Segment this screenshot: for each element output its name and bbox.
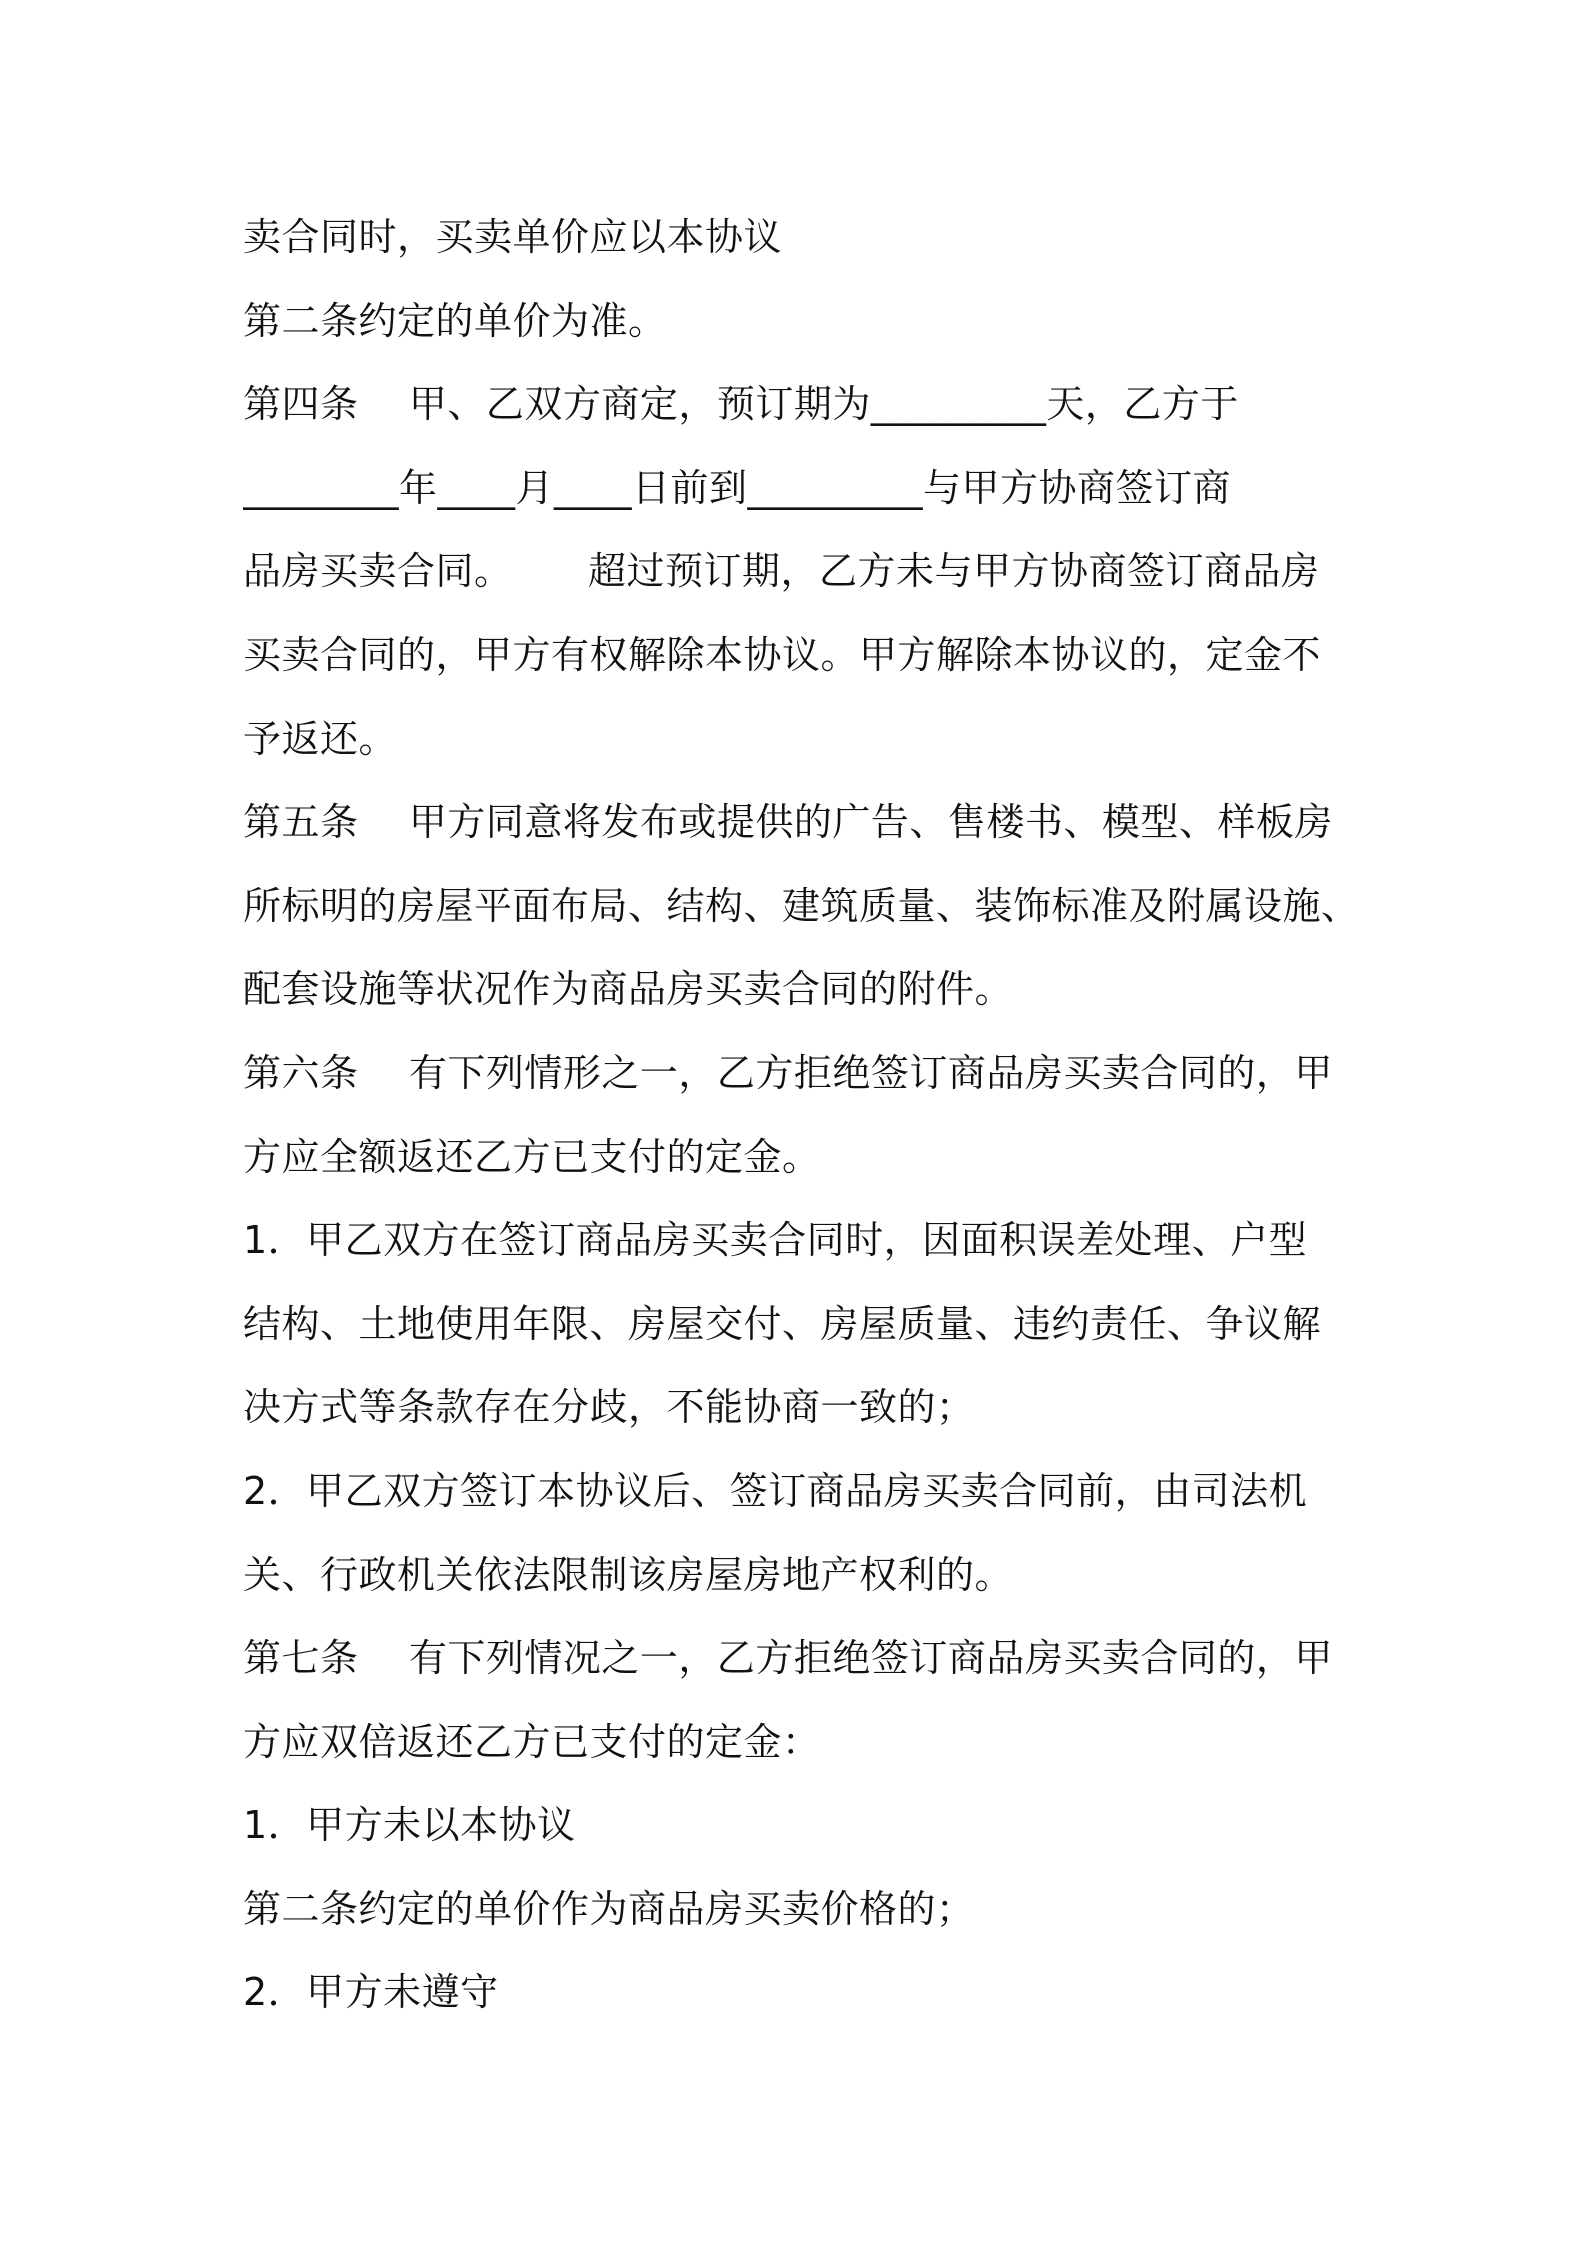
text-line: 2．甲方未遵守 — [243, 1970, 499, 2015]
text-line: 关、行政机关依法限制该房屋房地产权利的。 — [243, 1552, 1014, 1597]
contract-text — [243, 196, 1363, 2035]
text-line: ________年____月____日前到_________与甲方协商签订商 — [243, 465, 1232, 510]
text-line: 第五条 甲方同意将发布或提供的广告、售楼书、模型、样板房 — [243, 800, 1333, 845]
text-line: 结构、土地使用年限、房屋交付、房屋质量、违约责任、争议解 — [243, 1301, 1322, 1346]
text-line: 第七条 有下列情况之一，乙方拒绝签订商品房买卖合同的，甲 — [243, 1636, 1333, 1681]
text-line: 第二条约定的单价作为商品房买卖价格的； — [243, 1886, 975, 1931]
text-line: 第二条约定的单价为准。 — [243, 298, 667, 343]
text-line: 所标明的房屋平面布局、结构、建筑质量、装饰标准及附属设施、 — [243, 883, 1360, 928]
text-line: 1．甲方未以本协议 — [243, 1803, 576, 1848]
text-line: 第四条 甲、乙双方商定，预订期为_________天，乙方于 — [243, 382, 1239, 427]
text-line: 买卖合同的，甲方有权解除本协议。甲方解除本协议的，定金不 — [243, 632, 1322, 677]
text-line: 2．甲乙双方签订本协议后、签订商品房买卖合同前，由司法机 — [243, 1468, 1308, 1513]
text-line: 卖合同时，买卖单价应以本协议 — [243, 215, 783, 259]
text-line: 方应双倍返还乙方已支付的定金： — [243, 1719, 821, 1764]
text-line: 品房买卖合同。 超过预订期，乙方未与甲方协商签订商品房 — [243, 549, 1320, 594]
text-line: 1．甲乙双方在签订商品房买卖合同时，因面积误差处理、户型 — [243, 1218, 1308, 1263]
text-line: 配套设施等状况作为商品房买卖合同的附件。 — [243, 967, 1014, 1012]
text-line: 决方式等条款存在分歧，不能协商一致的； — [243, 1385, 975, 1430]
text-line: 第六条 有下列情形之一，乙方拒绝签订商品房买卖合同的，甲 — [243, 1050, 1333, 1095]
text-line: 方应全额返还乙方已支付的定金。 — [243, 1134, 821, 1179]
text-line: 予返还。 — [243, 716, 398, 761]
